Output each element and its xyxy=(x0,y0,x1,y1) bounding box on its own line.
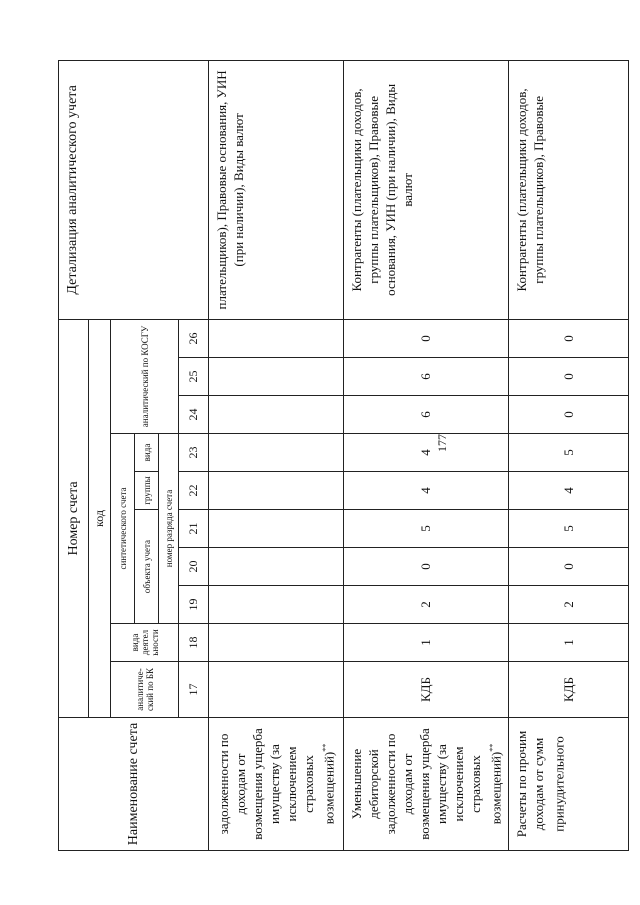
row-value: 1 xyxy=(344,624,509,662)
header-analytic-kosgu: аналитический по КОСГУ xyxy=(111,319,179,433)
rotated-table-wrapper xyxy=(58,61,628,851)
digit-18: 18 xyxy=(179,624,209,662)
header-analytic-bk: аналитический по БК xyxy=(111,662,179,718)
row-name: Уменьшение дебиторской задолженности по доходам от возмещения ущерба имуществу (за исключением страховых возмещений) xyxy=(349,728,504,840)
row-value: 0 xyxy=(344,319,509,357)
row-value xyxy=(209,662,344,718)
row-value: 5 xyxy=(509,510,629,548)
table-row xyxy=(344,60,509,850)
header-code: код xyxy=(89,319,111,717)
row-value: 2 xyxy=(344,586,509,624)
digit-19: 19 xyxy=(179,586,209,624)
header-account-number: Номер счета xyxy=(59,319,89,717)
row-value xyxy=(209,472,344,510)
row-value: КДБ xyxy=(344,662,509,718)
digit-24: 24 xyxy=(179,396,209,434)
header-synthetic: синтетического счета xyxy=(111,434,135,624)
row-name-cell xyxy=(209,718,344,851)
digit-20: 20 xyxy=(179,548,209,586)
row-value xyxy=(209,586,344,624)
row-value xyxy=(209,396,344,434)
row-detail: плательщиков), Правовые основания, УИН (при наличии), Виды валют xyxy=(209,60,344,319)
row-value xyxy=(209,624,344,662)
row-value xyxy=(209,548,344,586)
row-name-cell xyxy=(509,718,629,851)
row-value xyxy=(209,319,344,357)
row-value: 5 xyxy=(509,434,629,472)
header-detail: Детализация аналитического учета xyxy=(59,60,209,319)
digit-21: 21 xyxy=(179,510,209,548)
header-object: объекта учета xyxy=(135,510,159,624)
row-detail: Контрагенты (плательщики доходов, группы плательщиков), Правовые xyxy=(509,60,629,319)
row-value: 6 xyxy=(344,396,509,434)
digit-23: 23 xyxy=(179,434,209,472)
digit-22: 22 xyxy=(179,472,209,510)
row-value: 0 xyxy=(509,319,629,357)
row-value: 0 xyxy=(509,548,629,586)
row-detail: Контрагенты (плательщики доходов, группы плательщиков), Правовые основания, УИН (при наличии), Виды валют xyxy=(344,60,509,319)
row-name: Расчеты по прочим доходам от сумм принудительного xyxy=(514,730,567,838)
row-value: 6 xyxy=(344,358,509,396)
row-value xyxy=(209,434,344,472)
header-kind: вида xyxy=(135,434,159,472)
header-digit-number: номер разряда счета xyxy=(159,434,179,624)
digit-25: 25 xyxy=(179,358,209,396)
table-row xyxy=(209,60,344,850)
header-name: Наименование счета xyxy=(59,718,209,851)
accounts-table xyxy=(58,60,629,851)
row-value: 1 xyxy=(509,624,629,662)
row-value xyxy=(209,510,344,548)
row-value xyxy=(209,358,344,396)
table-row xyxy=(509,60,629,850)
digit-26: 26 xyxy=(179,319,209,357)
row-value: 0 xyxy=(509,396,629,434)
row-value: КДБ xyxy=(509,662,629,718)
row-name-cell xyxy=(344,718,509,851)
row-name: задолженности по доходам от возмещения ущерба имуществу (за исключением страховых возмещений) xyxy=(215,728,337,840)
row-value: 4 xyxy=(344,472,509,510)
row-value: 5 xyxy=(344,510,509,548)
page-number: 177 xyxy=(435,434,449,452)
row-mark: ** xyxy=(320,743,330,752)
row-value: 0 xyxy=(344,548,509,586)
row-value: 0 xyxy=(509,358,629,396)
row-value: 4 xyxy=(509,472,629,510)
row-value: 2 xyxy=(509,586,629,624)
row-value: 4 xyxy=(344,434,509,472)
row-mark: ** xyxy=(488,743,497,752)
digit-17: 17 xyxy=(179,662,209,718)
header-group: группы xyxy=(135,472,159,510)
header-activity-type: вида деятел ьности xyxy=(111,624,179,662)
